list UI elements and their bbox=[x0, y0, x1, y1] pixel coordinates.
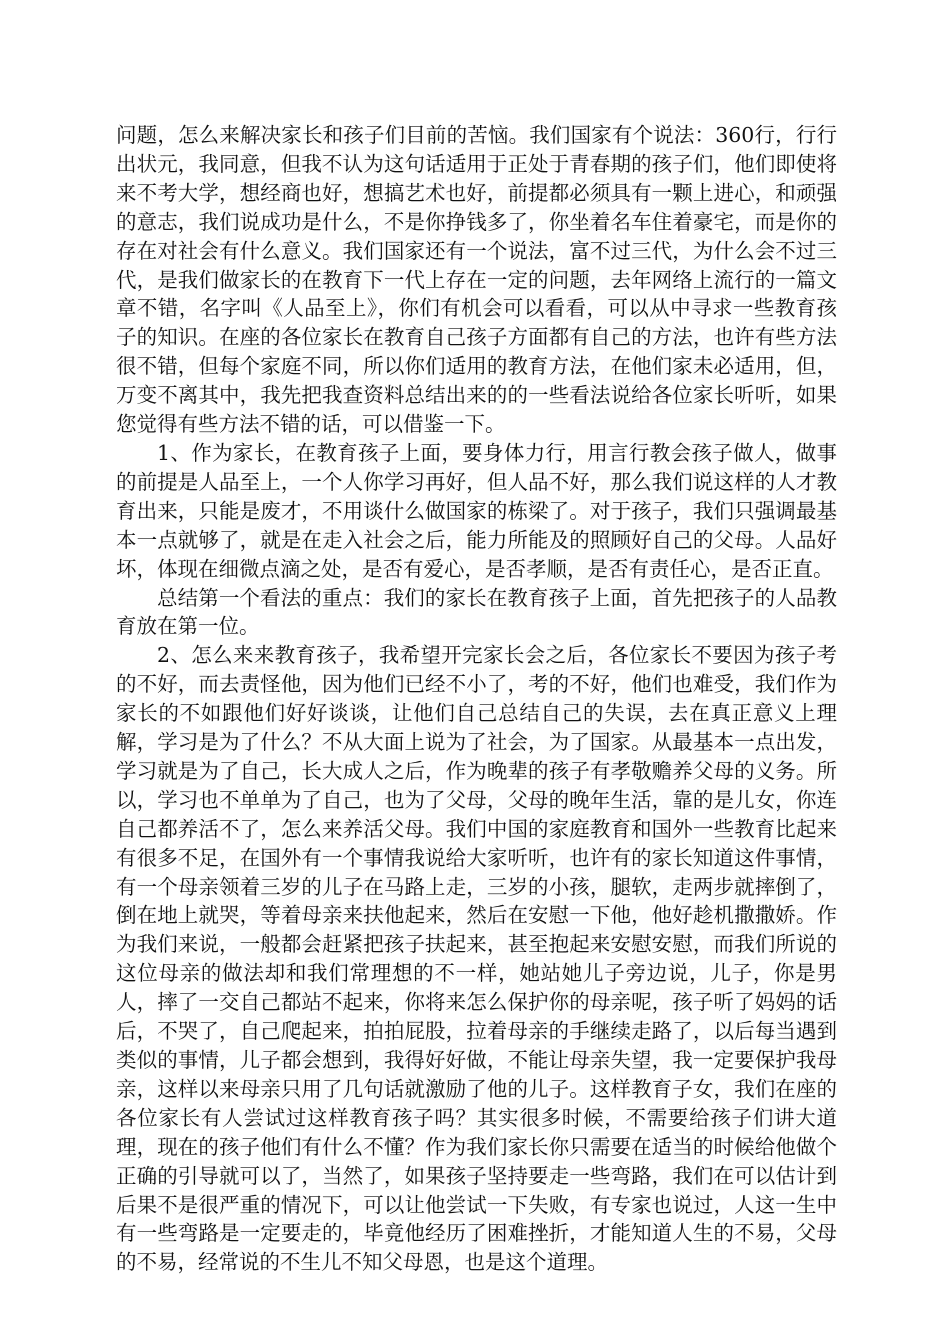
paragraph-summary-1: 总结第一个看法的重点：我们的家长在教育孩子上面，首先把孩子的人品教育放在第一位。 bbox=[116, 585, 837, 639]
document-body bbox=[116, 121, 837, 1277]
paragraph-intro: 问题，怎么来解决家长和孩子们目前的苦恼。我们国家有个说法：360行，行行出状元，我同意，但我不认为这句话适用于正处于青春期的孩子们，他们即使将来不考大学，想经商也好，想搞艺术也好，前提都必须具有一颗上进心，和顽强的意志，我们说成功是什么，不是你挣钱多了，你坐着名车住着豪宅，而是你的存在对社会有什么意义。我们国家还有一个说法，富不过三代，为什么会不过三代，是我们做家长的在教育下一代上存在一定的问题，去年网络上流行的一篇文章不错，名字叫《人品至上》，你们有机会可以看看，可以从中寻求一些教育孩子的知识。在座的各位家长在教育自己孩子方面都有自己的方法，也许有些方法很不错，但每个家庭不同，所以你们适用的教育方法，在他们家未必适用，但，万变不离其中，我先把我查资料总结出来的的一些看法说给各位家长听听，如果您觉得有些方法不错的话，可以借鉴一下。 bbox=[116, 123, 837, 437]
paragraph-point-2: 2、怎么来来教育孩子，我希望开完家长会之后，各位家长不要因为孩子考的不好，而去责怪他，因为他们已经不小了，考的不好，他们也难受，我们作为家长的不如跟他们好好谈谈，让他们自己总结自己的失误，去在真正意义上理解，学习是为了什么？不从大面上说为了社会，为了国家。从最基本一点出发，学习就是为了自己，长大成人之后，作为晚辈的孩子有孝敬赡养父母的义务。所以，学习也不单单为了自己，也为了父母，父母的晚年生活，靠的是儿女，你连自己都养活不了，怎么来养活父母。我们中国的家庭教育和国外一些教育比起来有很多不足，在国外有一个事情我说给大家听听，也许有的家长知道这件事情，有一个母亲领着三岁的儿子在马路上走，三岁的小孩，腿软，走两步就摔倒了，倒在地上就哭，等着母亲来扶他起来，然后在安慰一下他，他好趁机撒撒娇。作为我们来说，一般都会赶紧把孩子扶起来，甚至抱起来安慰安慰，而我们所说的这位母亲的做法却和我们常理想的不一样，她站她儿子旁边说，儿子，你是男人，摔了一交自己都站不起来，你将来怎么保护你的母亲呢，孩子听了妈妈的话后，不哭了，自己爬起来，拍拍屁股，拉着母亲的手继续走路了，以后每当遇到类似的事情，儿子都会想到，我得好好做，不能让母亲失望，我一定要保护我母亲，这样以来母亲只用了几句话就激励了他的儿子。这样教育子女，我们在座的各位家长有人尝试过这样教育孩子吗？其实很多时候，不需要给孩子们讲大道理，现在的孩子他们有什么不懂？作为我们家长你只需要在适当的时候给他做个正确的引导就可以了，当然了，如果孩子坚持要走一些弯路，我们在可以估计到后果不是很严重的情况下，可以让他尝试一下失败，有专家也说过，人这一生中有一些弯路是一定要走的，毕竟他经历了困难挫折，才能知道人生的不易，父母的不易，经常说的不生儿不知父母恩，也是这个道理。 bbox=[116, 643, 837, 1275]
paragraph-point-1: 1、作为家长，在教育孩子上面，要身体力行，用言行教会孩子做人，做事的前提是人品至上，一个人你学习再好，但人品不好，那么我们说这样的人才教育出来，只能是废才，不用谈什么做国家的栋梁了。对于孩子，我们只强调最基本一点就够了，就是在走入社会之后，能力所能及的照顾好自己的父母。人品好坏，体现在细微点滴之处，是否有爱心，是否孝顺，是否有责任心，是否正直。 bbox=[116, 440, 837, 581]
